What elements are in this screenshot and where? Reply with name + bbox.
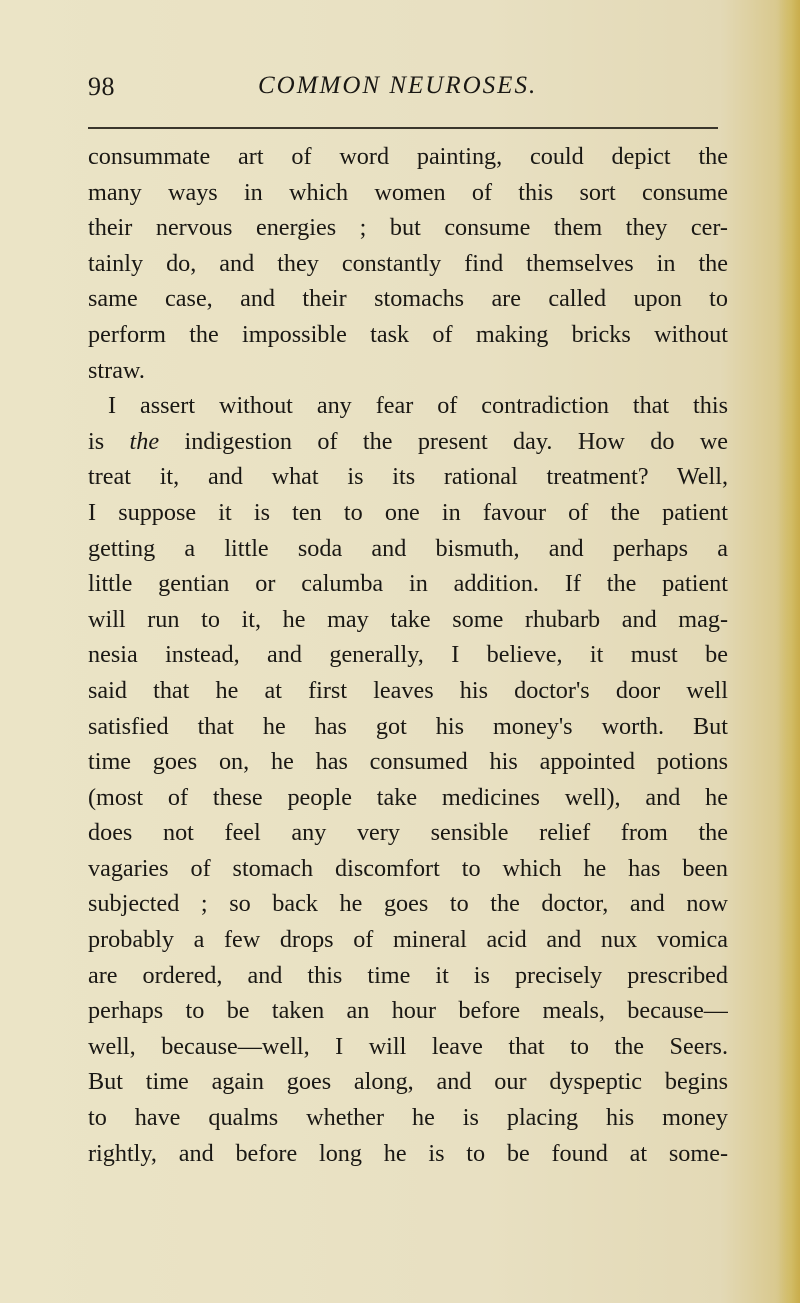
text-line: I assert without any fear of contradiction that this [108,392,728,420]
text-line: consummate art of word painting, could depict the [88,143,728,170]
text-line: But time again goes along, and our dyspeptic begins [88,1068,728,1096]
text-line: time goes on, he has consumed his appointed potions [88,748,728,776]
text-line: satisfied that he has got his money's worth. But [88,712,728,740]
text-line: probably a few drops of mineral acid and nux vomica [88,926,728,954]
text-line: are ordered, and this time it is precisely prescribed [88,961,728,989]
text-line: tainly do, and they constantly find themselves in the [88,249,728,277]
text-fragment: is [88,427,105,455]
italic-word: the [129,427,160,455]
text-line: same case, and their stomachs are called upon to [88,285,728,313]
text-line: rightly, and before long he is to be found at some- [88,1139,728,1167]
text-line: (most of these people take medicines well), and he [88,783,728,811]
text-line: their nervous energies ; but consume them they cer- [88,214,728,242]
text-line: subjected ; so back he goes to the doctor, and now [88,890,728,918]
text-line: well, because—well, I will leave that to the Seers. [88,1032,728,1060]
text-line: many ways in which women of this sort consume [88,178,728,206]
text-line: said that he at first leaves his doctor's door well [88,676,728,704]
page-number: 98 [88,72,115,101]
text-fragment: indigestion of the present day. How do we [184,427,728,455]
body-text [88,139,728,1171]
running-title: COMMON NEUROSES. [258,72,538,99]
page-edge-shadow [778,0,800,1303]
text-line: getting a little soda and bismuth, and perhaps a [88,534,728,562]
text-line: nesia instead, and generally, I believe, it must be [88,641,728,669]
header-rule [88,127,718,129]
text-line: vagaries of stomach discomfort to which he has been [88,854,728,882]
text-line: perhaps to be taken an hour before meals, because— [88,997,728,1025]
text-line: will run to it, he may take some rhubarb and mag- [88,605,728,633]
text-line: does not feel any very sensible relief from the [88,819,728,847]
text-line: straw. [88,356,145,384]
text-line: little gentian or calumba in addition. If the patient [88,570,728,598]
page-header [88,72,720,112]
text-line: I suppose it is ten to one in favour of the patient [88,498,728,526]
text-line: to have qualms whether he is placing his money [88,1104,728,1132]
text-line: treat it, and what is its rational treatment? Well, [88,463,728,491]
text-line: perform the impossible task of making bricks without [88,320,728,348]
text-line [88,424,728,460]
